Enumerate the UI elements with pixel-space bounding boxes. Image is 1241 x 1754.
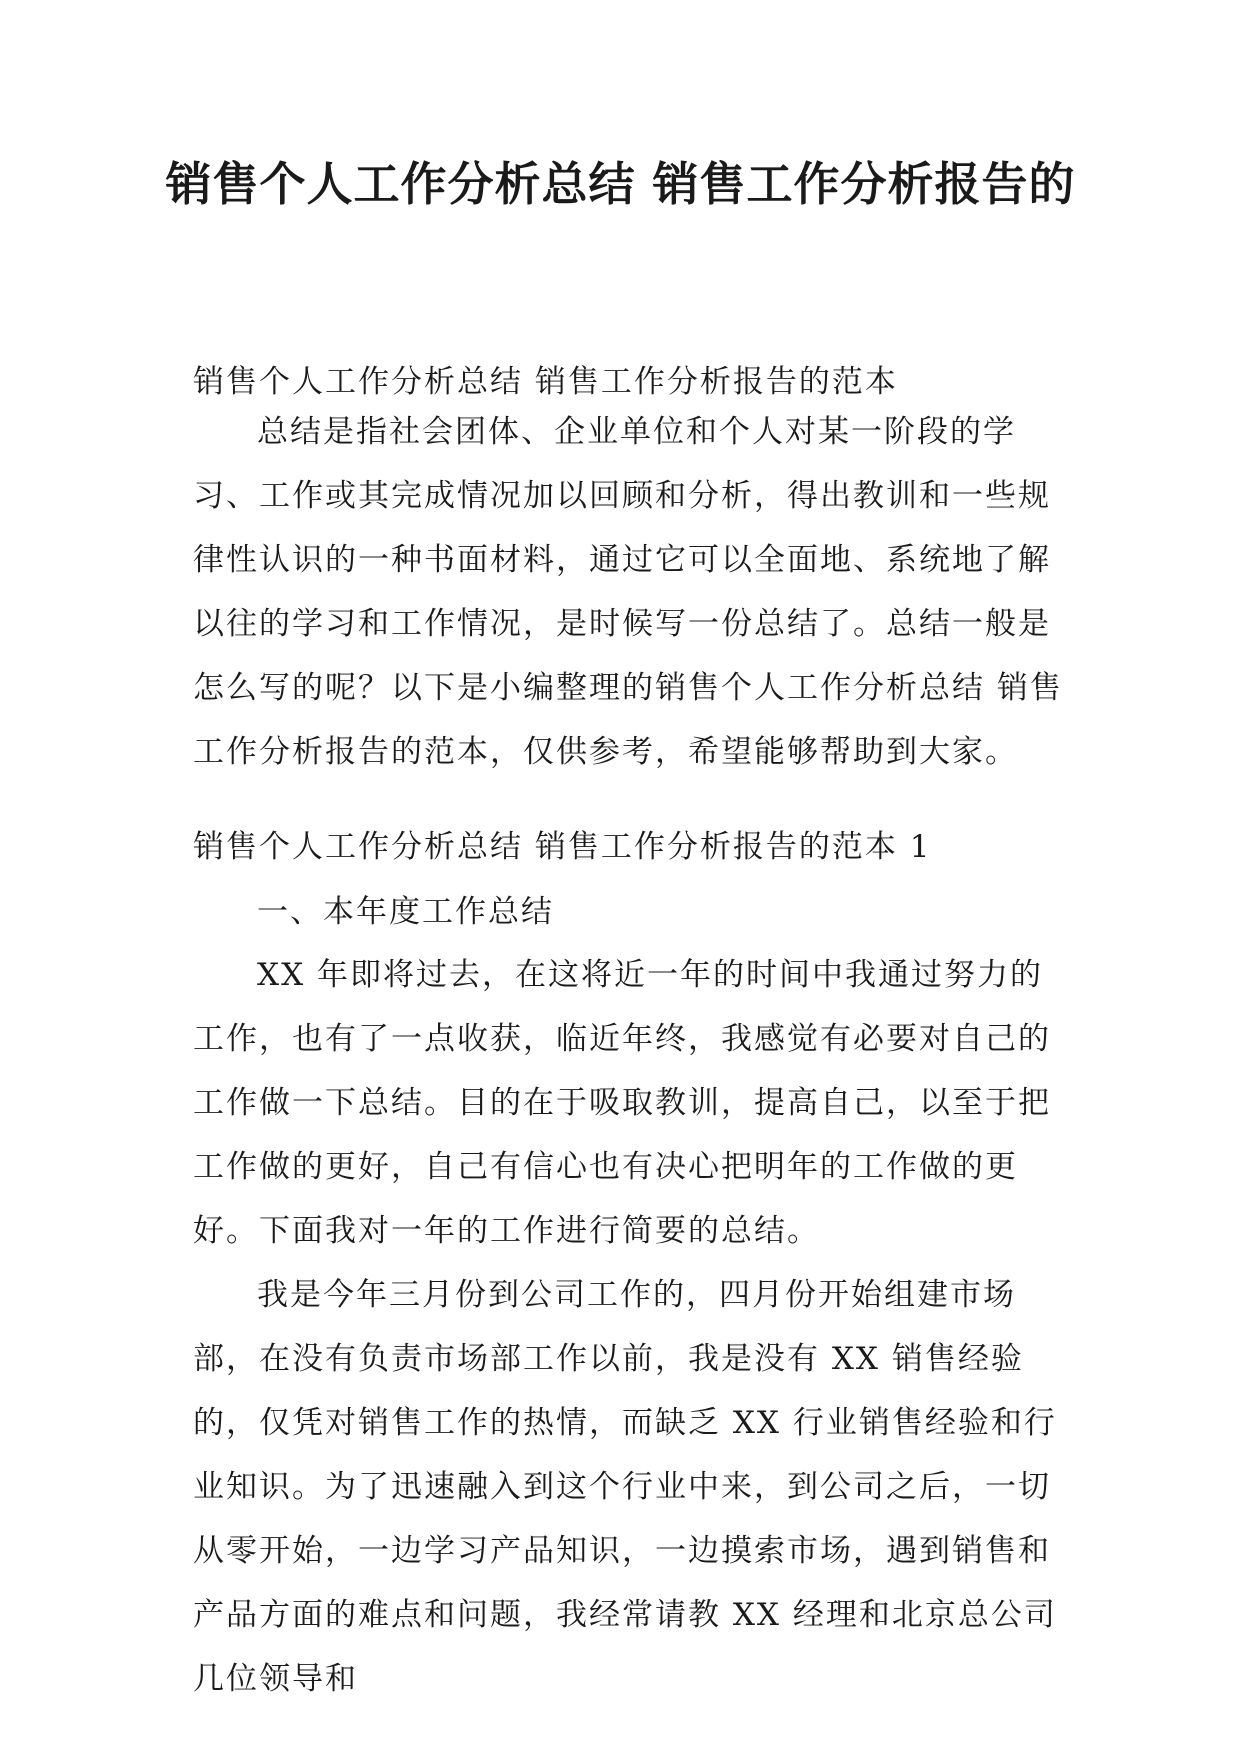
section-title: 销售个人工作分析总结 销售工作分析报告的范本 1 bbox=[193, 829, 932, 865]
document-title: 销售个人工作分析总结 销售工作分析报告的 bbox=[165, 157, 1076, 211]
document-subtitle: 销售个人工作分析总结 销售工作分析报告的范本 bbox=[193, 364, 898, 400]
body-paragraph: XX 年即将过去，在这将近一年的时间中我通过努力的工作，也有了一点收获，临近年终，我感觉有必要对自己的工作做一下总结。目的在于吸取教训，提高自己，以至于把工作做的更好，自己有信心也有决心把明年的工作做的更好。下面我对一年的工作进行简要的总结。 bbox=[193, 957, 1051, 1249]
section-heading: 一、本年度工作总结 bbox=[257, 894, 554, 930]
body-paragraph: 我是今年三月份到公司工作的，四月份开始组建市场部，在没有负责市场部工作以前，我是没有 XX 销售经验的，仅凭对销售工作的热情，而缺乏 XX 行业销售经验和行业知识。为了迅速融入到这个行业中来，到公司之后，一切从零开始，一边学习产品知识，一边摸索市场，遇到销售和产品方面的难点和问题，我经常请教 XX 经理和北京总公司几位领导和 bbox=[193, 1277, 1057, 1697]
intro-paragraph: 总结是指社会团体、企业单位和个人对某一阶段的学习、工作或其完成情况加以回顾和分析，得出教训和一些规律性认识的一种书面材料，通过它可以全面地、系统地了解以往的学习和工作情况，是时候写一份总结了。总结一般是怎么写的呢？以下是小编整理的销售个人工作分析总结 销售工作分析报告的范本，仅供参考，希望能够帮助到大家。 bbox=[193, 414, 1063, 770]
